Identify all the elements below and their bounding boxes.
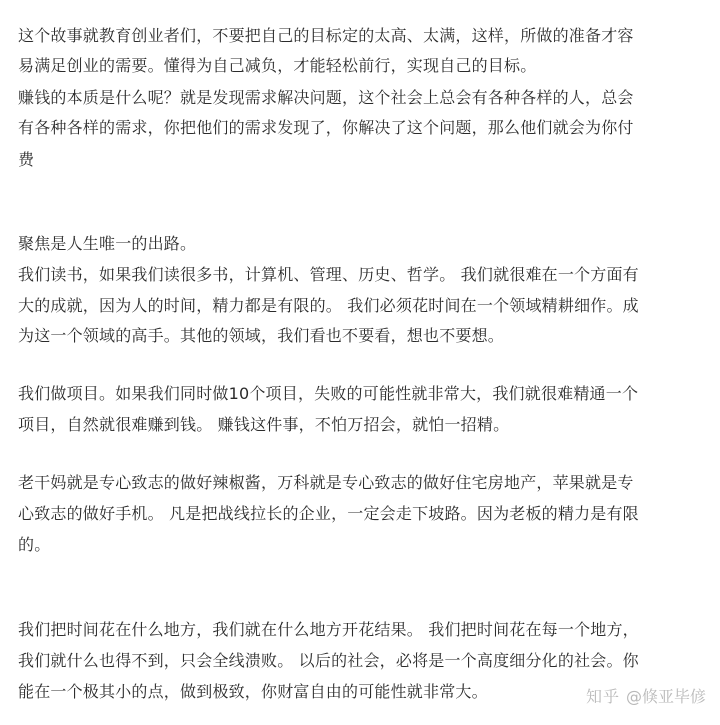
- watermark-author: @倏亚毕偐: [625, 687, 706, 706]
- watermark-site-name: 知乎: [585, 687, 620, 706]
- paragraph-1-line-5: 费: [18, 150, 35, 169]
- paragraph-1-line-2: 易满足创业的需要。懂得为自己减负，才能轻松前行，实现自己的目标。: [18, 56, 537, 75]
- paragraph-3-line-1: 我们做项目。如果我们同时做10个项目，失败的可能性就非常大，我们就很难精通一个: [18, 384, 639, 403]
- paragraph-2-line-4: 为这一个领域的高手。其他的领域，我们看也不要看，想也不要想。: [18, 326, 505, 345]
- paragraph-2-line-1: 聚焦是人生唯一的出路。: [18, 234, 197, 253]
- paragraph-2-line-3: 大的成就，因为人的时间，精力都是有限的。 我们必须花时间在一个领域精耕细作。成: [18, 296, 639, 315]
- paragraph-4-line-2: 心致志的做好手机。 凡是把战线拉长的企业，一定会走下坡路。因为老板的精力是有限: [18, 504, 639, 523]
- zhihu-watermark: [586, 687, 706, 707]
- paragraph-4-line-1: 老干妈就是专心致志的做好辣椒酱，万科就是专心致志的做好住宅房地产，苹果就是专: [18, 473, 634, 492]
- paragraph-1-line-1: 这个故事就教育创业者们，不要把自己的目标定的太高、太满，这样，所做的准备才容: [18, 26, 634, 45]
- paragraph-2-line-2: 我们读书，如果我们读很多书，计算机、管理、历史、哲学。 我们就很难在一个方面有: [18, 265, 639, 284]
- paragraph-5-line-2: 我们就什么也得不到，只会全线溃败。 以后的社会，必将是一个高度细分化的社会。你: [18, 651, 639, 670]
- paragraph-5-line-1: 我们把时间花在什么地方，我们就在什么地方开花结果。 我们把时间花在每一个地方，: [18, 620, 639, 639]
- paragraph-1-line-3: 赚钱的本质是什么呢？就是发现需求解决问题，这个社会上总会有各种各样的人，总会: [18, 88, 634, 107]
- paragraph-5-line-3: 能在一个极其小的点，做到极致，你财富自由的可能性就非常大。: [18, 682, 488, 701]
- paragraph-3-line-2: 项目，自然就很难赚到钱。 赚钱这件事，不怕万招会，就怕一招精。: [18, 415, 510, 434]
- paragraph-1-line-4: 有各种各样的需求，你把他们的需求发现了，你解决了这个问题，那么他们就会为你付: [18, 118, 634, 137]
- paragraph-4-line-3: 的。: [18, 535, 51, 554]
